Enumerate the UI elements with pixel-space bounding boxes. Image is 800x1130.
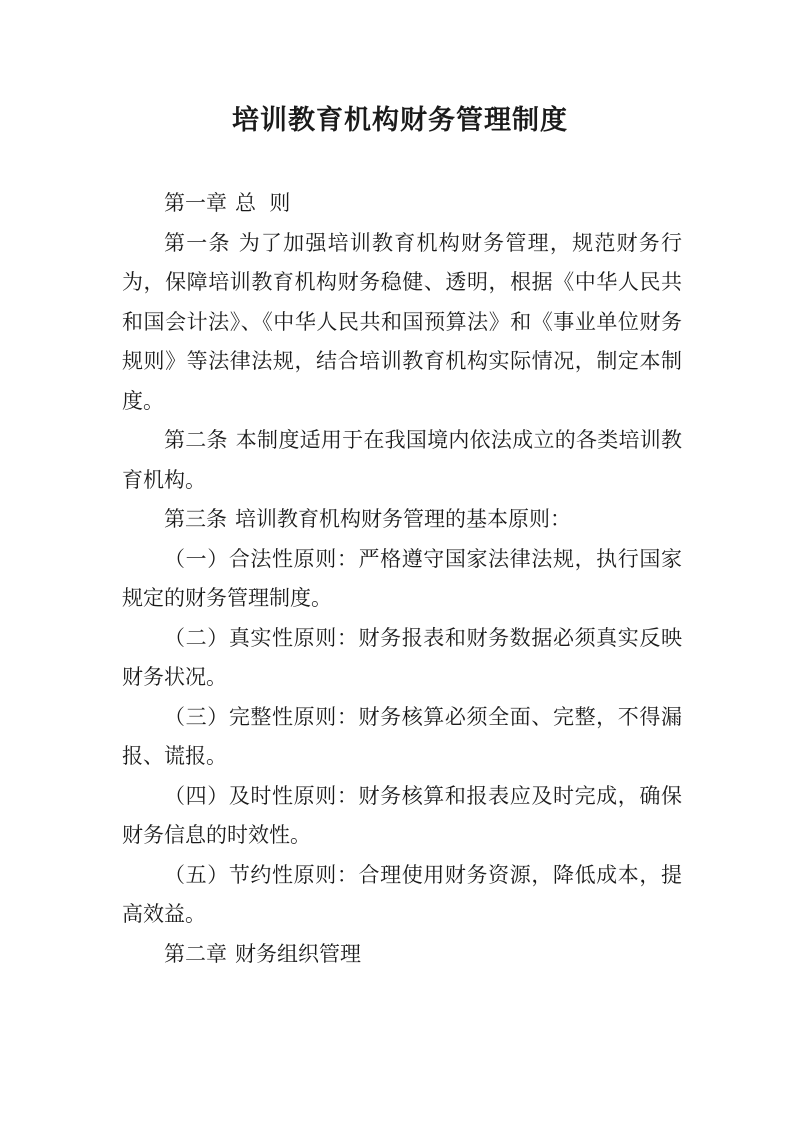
article-paragraph <box>122 421 682 500</box>
document-body <box>122 184 682 974</box>
article-paragraph <box>122 224 682 422</box>
document-title: 培训教育机构财务管理制度 <box>232 105 568 136</box>
article-text: 本制度适用于在我国境内依法成立的各类培训教育机构。 <box>122 428 683 492</box>
article-label: 第三条 <box>164 507 227 531</box>
chapter-heading <box>122 935 682 975</box>
article-text: 为了加强培训教育机构财务管理，规范财务行为，保障培训教育机构财务稳健、透明，根据《中华人民共和国会计法》、《中华人民共和国预算法》和《事业单位财务规则》等法律法规，结合培训教育机构实际情况，制定本制度。 <box>122 230 683 413</box>
principle-item: （四）及时性原则：财务核算和报表应及时完成，确保财务信息的时效性。 <box>122 783 682 847</box>
article-text: 培训教育机构财务管理的基本原则： <box>235 507 571 531</box>
principle-item: （二）真实性原则：财务报表和财务数据必须真实反映财务状况。 <box>122 625 682 689</box>
chapter-label: 第一章 <box>164 191 227 215</box>
article-label: 第一条 <box>164 230 231 255</box>
principle-item: （一）合法性原则：严格遵守国家法律法规，执行国家规定的财务管理制度。 <box>122 546 682 610</box>
principle-item: （五）节约性原则：合理使用财务资源，降低成本，提高效益。 <box>122 862 682 926</box>
article-label: 第二条 <box>164 428 228 452</box>
chapter-label: 第二章 <box>164 941 227 966</box>
chapter-name: 总 则 <box>235 191 291 215</box>
article-paragraph <box>122 500 682 540</box>
chapter-heading <box>122 184 682 224</box>
principle-item: （三）完整性原则：财务核算必须全面、完整，不得漏报、谎报。 <box>122 704 682 768</box>
chapter-name: 财务组织管理 <box>235 941 361 966</box>
